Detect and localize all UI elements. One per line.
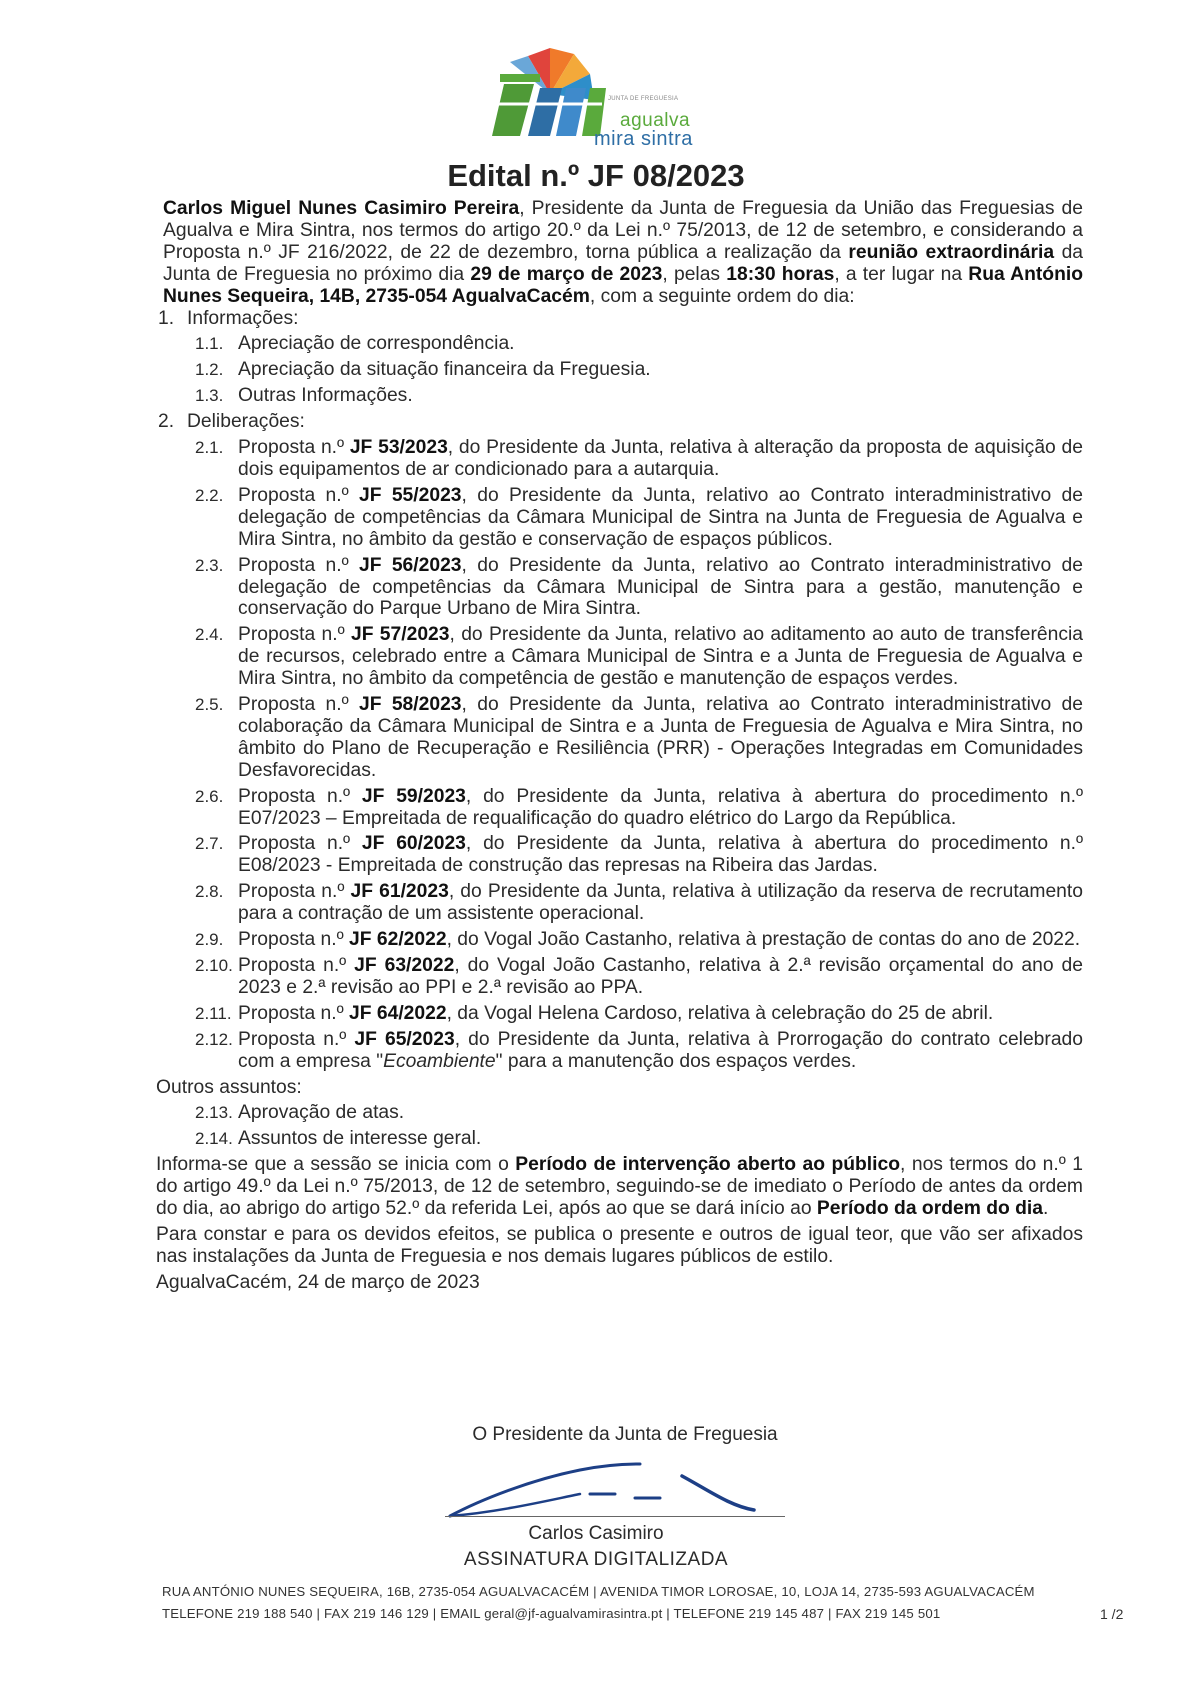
- proposal-prefix: Proposta n.º: [238, 694, 359, 716]
- list-number: 1.3.: [195, 386, 224, 406]
- proposal-desc: , do Presidente da Junta, relativo ao Contrato interadministrativo de delegação de competências da Câmara Municipal de Sintra na Junta de Freguesia de Agualva e Mira Sintra, no âmbito da gestão e conservação de espaços públicos.: [238, 484, 1083, 550]
- logo-name-line2: mira sintra: [594, 128, 693, 150]
- meeting-time: 18:30 horas: [726, 263, 835, 285]
- agenda-item: [163, 881, 1083, 925]
- intro-text: , com a seguinte ordem do dia:: [589, 285, 855, 307]
- logo-name-line1: agualva: [620, 110, 691, 131]
- list-number: 1.1.: [195, 334, 224, 354]
- list-number: 2.10.: [195, 956, 233, 975]
- proposal-desc: , do Presidente da Junta, relativa à utilização da reserva de recrutamento para a contração de um assistente operacional.: [238, 881, 1083, 925]
- agenda-period: Período da ordem do dia: [816, 1198, 1043, 1220]
- agenda-item: [163, 385, 1083, 407]
- intro-paragraph: [163, 198, 1083, 308]
- list-number: 1.: [158, 307, 175, 329]
- public-period: Período de intervenção aberto ao público: [515, 1154, 901, 1176]
- section-label: Deliberações:: [187, 411, 305, 433]
- agenda-item: [163, 485, 1083, 551]
- signature-line: [445, 1516, 785, 1517]
- proposal-desc: , do Presidente da Junta, relativa à abertura do procedimento n.º E07/2023 – Empreitada de requalificação do quadro elétrico do Largo da República.: [238, 785, 1083, 829]
- agenda-item: [163, 833, 1083, 877]
- agenda-item: [163, 437, 1083, 481]
- proposal-ref: JF 53/2023: [349, 437, 448, 459]
- proposal-desc: , do Presidente da Junta, relativo ao Contrato interadministrativo de delegação de competências da Câmara Municipal de Sintra para a gestão, manutenção e conservação do Parque Urbano de Mira Sintra.: [238, 554, 1083, 620]
- list-number: 2.1.: [195, 438, 224, 458]
- handwritten-signature-icon: [440, 1450, 800, 1530]
- list-number: 2.13.: [195, 1103, 233, 1123]
- proposal-prefix: Proposta n.º: [238, 833, 362, 855]
- closing-text: .: [1042, 1198, 1049, 1220]
- proposal-ref: JF 61/2023: [350, 881, 449, 903]
- proposal-desc: , do Presidente da Junta, relativa à alteração da proposta de aquisição de dois equipamentos de ar condicionado para a autarquia.: [238, 437, 1083, 480]
- footer-address: RUA ANTÓNIO NUNES SEQUEIRA, 16B, 2735-054 AGUALVACACÉM | AVENIDA TIMOR LOROSAE, 10, LOJA 14, 2735-593 AGUALVACACÉM: [162, 1584, 1035, 1599]
- agenda-item: [163, 1003, 1083, 1025]
- proposal-prefix: Proposta n.º: [238, 437, 350, 459]
- meeting-place: Rua António Nunes Sequeira, 14B, 2735-054 AgualvaCacém: [163, 263, 1083, 307]
- logo-emblem-icon: [490, 44, 610, 144]
- item-text: [238, 881, 1083, 925]
- agenda-item: [163, 624, 1083, 690]
- item-text: [238, 929, 1083, 951]
- closing-text: Informa-se que a sessão se inicia com o: [156, 1154, 516, 1176]
- other-matters-label: Outros assuntos:: [156, 1076, 302, 1098]
- proposal-desc: , do Vogal João Castanho, relativa à 2.ª revisão orçamental do ano de 2023 e 2.ª revisão ao PPI e 2.ª revisão ao PPA.: [238, 955, 1083, 998]
- list-number: 2.7.: [195, 834, 224, 854]
- item-text: [238, 485, 1083, 551]
- proposal-ref: JF 65/2023: [354, 1028, 455, 1050]
- section-label: Informações:: [187, 307, 299, 329]
- proposal-ref: JF 57/2023: [350, 624, 450, 646]
- proposal-desc: , do Vogal João Castanho, relativa à prestação de contas do ano de 2022.: [446, 929, 1081, 951]
- agenda-item: [163, 555, 1083, 621]
- organization-logo: [490, 44, 730, 154]
- list-number: 2.: [158, 411, 175, 433]
- item-text: [238, 1003, 1083, 1025]
- proposal-prefix: Proposta n.º: [238, 955, 355, 976]
- closing-paragraph: [156, 1154, 1083, 1220]
- proposal-prefix: Proposta n.º: [238, 554, 359, 576]
- proposal-ref: JF 60/2023: [361, 833, 466, 855]
- proposal-ref: JF 59/2023: [361, 785, 466, 807]
- document-body: [156, 198, 1084, 1294]
- item-text: [238, 786, 1083, 830]
- item-text: Apreciação da situação financeira da Freguesia.: [238, 359, 651, 381]
- meeting-date: 29 de março de 2023: [470, 263, 663, 285]
- item-text: [238, 437, 1083, 481]
- document-title: Edital n.º JF 08/2023: [447, 158, 745, 193]
- list-number: 2.9.: [195, 930, 224, 950]
- list-number: 2.3.: [195, 555, 224, 575]
- list-number: 2.14.: [195, 1129, 233, 1149]
- proposal-ref: JF 55/2023: [358, 484, 462, 506]
- item-text: [238, 833, 1083, 877]
- proposal-ref: JF 62/2022: [349, 929, 447, 951]
- signature-note: ASSINATURA DIGITALIZADA: [463, 1549, 729, 1570]
- agenda-section-2: [158, 411, 1083, 433]
- list-number: 2.8.: [195, 882, 224, 902]
- proposal-prefix: Proposta n.º: [238, 1002, 350, 1024]
- item-text: [238, 955, 1083, 999]
- signer-name: Carlos Casimiro: [528, 1523, 664, 1544]
- item-text: Aprovação de atas.: [238, 1102, 405, 1124]
- logo-small-text: JUNTA DE FREGUESIA: [608, 96, 679, 102]
- list-number: 1.2.: [195, 360, 224, 380]
- list-number: 2.12.: [195, 1029, 233, 1049]
- list-number: 2.6.: [195, 786, 224, 806]
- signature-role: O Presidente da Junta de Freguesia: [472, 1424, 778, 1445]
- item-text: [238, 1029, 1083, 1073]
- intro-text: , Presidente da Junta de Freguesia da União das Freguesias de Agualva e Mira Sintra, nos termos do artigo 20.º da Lei n.º 75/2013, de 12 de setembro, e considerando a Proposta n.º JF 216/2022, de 22 de dezembro, torna pública a realização da: [163, 198, 1083, 263]
- agenda-item: [163, 929, 1083, 951]
- president-name: Carlos Miguel Nunes Casimiro Pereira: [163, 198, 520, 219]
- meeting-type: reunião extraordinária: [848, 241, 1055, 263]
- proposal-ref: JF 58/2023: [358, 694, 462, 716]
- item-text: Outras Informações.: [238, 385, 413, 407]
- item-text: [238, 624, 1083, 690]
- page-number: 1 /2: [1100, 1606, 1124, 1622]
- proposal-desc: , do Presidente da Junta, relativo ao aditamento ao auto de transferência de recursos, celebrado entre a Câmara Municipal de Sintra e a Junta de Freguesia de Agualva e Mira Sintra, no âmbito da competência de gestão e manutenção de espaços verdes.: [238, 624, 1083, 690]
- proposal-prefix: Proposta n.º: [238, 929, 350, 951]
- closing-text: , nos termos do n.º 1 do artigo 49.º da Lei n.º 75/2013, de 12 de setembro, seguindo-se de imediato o Período de antes da ordem do dia, ao abrigo do artigo 52.º da referida Lei, após ao que se dará início ao: [156, 1154, 1083, 1220]
- place-date: AgualvaCacém, 24 de março de 2023: [156, 1271, 480, 1293]
- agenda-item: [163, 359, 1083, 381]
- proposal-desc: , do Presidente da Junta, relativa à Prorrogação do contrato celebrado com a empresa ": [238, 1028, 1084, 1072]
- list-number: 2.2.: [195, 485, 224, 505]
- agenda-section-1: [158, 308, 1083, 330]
- agenda-item: [163, 333, 1083, 355]
- proposal-prefix: Proposta n.º: [238, 1028, 355, 1050]
- intro-text: da Junta de Freguesia no próximo dia: [163, 241, 1084, 285]
- proposal-desc: , do Presidente da Junta, relativa ao Contrato interadministrativo de colaboração da Câmara Municipal de Sintra e a Junta de Freguesia de Agualva e Mira Sintra, no âmbito do Plano de Recuperação e Resiliência (PRR) - Operações Integradas em Comunidades Desfavorecidas.: [238, 694, 1083, 781]
- list-number: 2.4.: [195, 625, 224, 645]
- item-text: Assuntos de interesse geral.: [238, 1128, 482, 1150]
- proposal-ref: JF 56/2023: [358, 554, 462, 576]
- footer-contacts: TELEFONE 219 188 540 | FAX 219 146 129 | EMAIL geral@jf-agualvamirasintra.pt | TELEFONE 219 145 487 | FAX 219 145 501: [162, 1606, 941, 1621]
- intro-text: , pelas: [662, 263, 727, 285]
- item-text: [238, 694, 1083, 782]
- proposal-desc: , do Presidente da Junta, relativa à abertura do procedimento n.º E08/2023 - Empreitada de construção das represas na Ribeira das Jardas.: [238, 833, 1083, 877]
- proposal-prefix: Proposta n.º: [238, 881, 351, 903]
- agenda-item: [163, 1102, 1083, 1124]
- intro-text: , a ter lugar na: [834, 263, 969, 285]
- proposal-prefix: Proposta n.º: [238, 624, 351, 646]
- agenda-item: [163, 786, 1083, 830]
- proposal-prefix: Proposta n.º: [238, 785, 362, 807]
- item-text: Apreciação de correspondência.: [238, 333, 515, 355]
- agenda-item: [163, 1128, 1083, 1150]
- agenda-item: [163, 955, 1083, 999]
- proposal-desc: , da Vogal Helena Cardoso, relativa à celebração do 25 de abril.: [446, 1002, 994, 1024]
- proposal-desc: " para a manutenção dos espaços verdes.: [495, 1050, 857, 1072]
- publication-paragraph: Para constar e para os devidos efeitos, se publica o presente e outros de igual teor, que vão ser afixados nas instalações da Junta de Freguesia e nos demais lugares públicos de estilo.: [156, 1223, 1083, 1267]
- company-name: Ecoambiente: [383, 1050, 496, 1072]
- agenda-item: [163, 694, 1083, 782]
- proposal-ref: JF 63/2022: [354, 955, 455, 976]
- proposal-ref: JF 64/2022: [349, 1002, 447, 1024]
- list-number: 2.5.: [195, 695, 224, 715]
- proposal-prefix: Proposta n.º: [238, 484, 359, 506]
- item-text: [238, 555, 1083, 621]
- list-number: 2.11.: [195, 1003, 232, 1023]
- agenda-item: [163, 1029, 1083, 1073]
